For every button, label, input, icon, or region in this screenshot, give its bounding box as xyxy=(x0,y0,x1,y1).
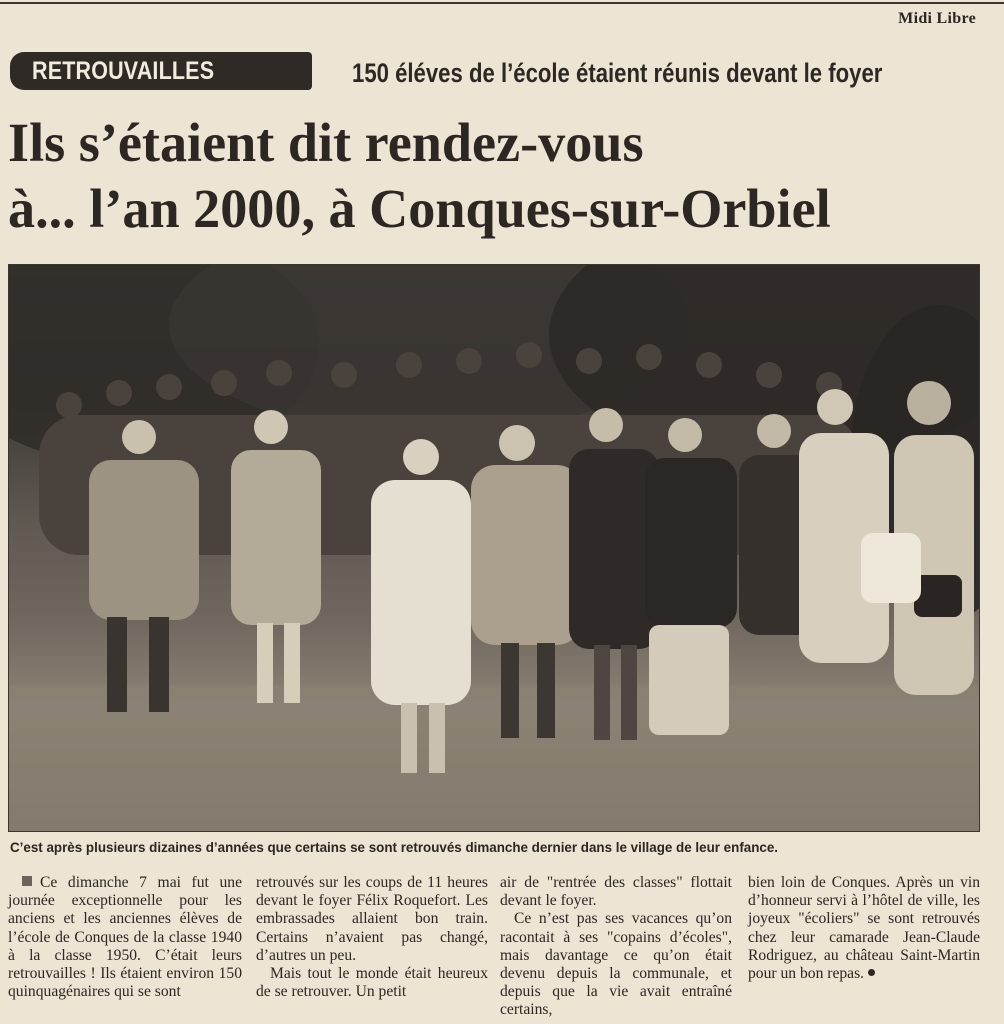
top-rule xyxy=(0,2,1004,4)
paragraph-square-icon xyxy=(22,876,32,886)
paragraph-text: bien loin de Conques. Après un vin d’honneur servi à l’hôtel de ville, les joyeux "écoliers" se sont retrouvés chez leur camarade Jean-Claude Rodriguez, au château Saint-Martin pour un bon repas. xyxy=(748,874,980,983)
group-photo-illustration xyxy=(9,265,979,831)
kicker-text: 150 éléves de l’école étaient réunis devant le foyer xyxy=(352,58,883,88)
rubric-label: RETROUVAILLES xyxy=(32,57,215,85)
article-column-3 xyxy=(500,874,732,1020)
paragraph: retrouvés sur les coups de 11 heures devant le foyer Félix Roquefort. Les embrassades allaient bon train. Certains n’avaient pas changé, d’autres un peu. xyxy=(256,874,488,964)
article-column-2 xyxy=(256,874,488,1001)
newspaper-source: Midi Libre xyxy=(898,10,976,27)
group-photo xyxy=(8,264,980,832)
kicker xyxy=(352,56,970,90)
headline xyxy=(8,110,998,242)
headline-line-1: Ils s’étaient dit rendez-vous xyxy=(8,112,644,173)
paragraph-text: Ce dimanche 7 mai fut une journée exceptionnelle pour les anciens et les anciennes élèves de l’école de Conques de la classe 1940 à la classe 1950. C’était leurs retrouvailles ! Ils étaient environ 150 quinquagénaires qui se sont xyxy=(8,874,242,1001)
article-column-1 xyxy=(8,874,242,1001)
paragraph: Mais tout le monde était heureux de se retrouver. Un petit xyxy=(256,965,488,1001)
paragraph: air de "rentrée des classes" flottait devant le foyer. xyxy=(500,874,732,910)
rubric-banner xyxy=(10,52,312,90)
paragraph xyxy=(8,874,242,1001)
end-bullet-icon xyxy=(868,969,875,976)
article-column-4 xyxy=(748,874,980,983)
headline-line-2: à... l’an 2000, à Conques-sur-Orbiel xyxy=(8,178,831,239)
paragraph xyxy=(748,874,980,983)
photo-caption: C’est après plusieurs dizaines d’années que certains se sont retrouvés dimanche dernier dans le village de leur enfance. xyxy=(10,840,779,855)
paragraph: Ce n’est pas ses vacances qu’on racontait à ses "copains d’écoles", mais davantage ce qu’on était devenu depuis la communale, et depuis que la vie avait entraîné certains, xyxy=(500,910,732,1019)
